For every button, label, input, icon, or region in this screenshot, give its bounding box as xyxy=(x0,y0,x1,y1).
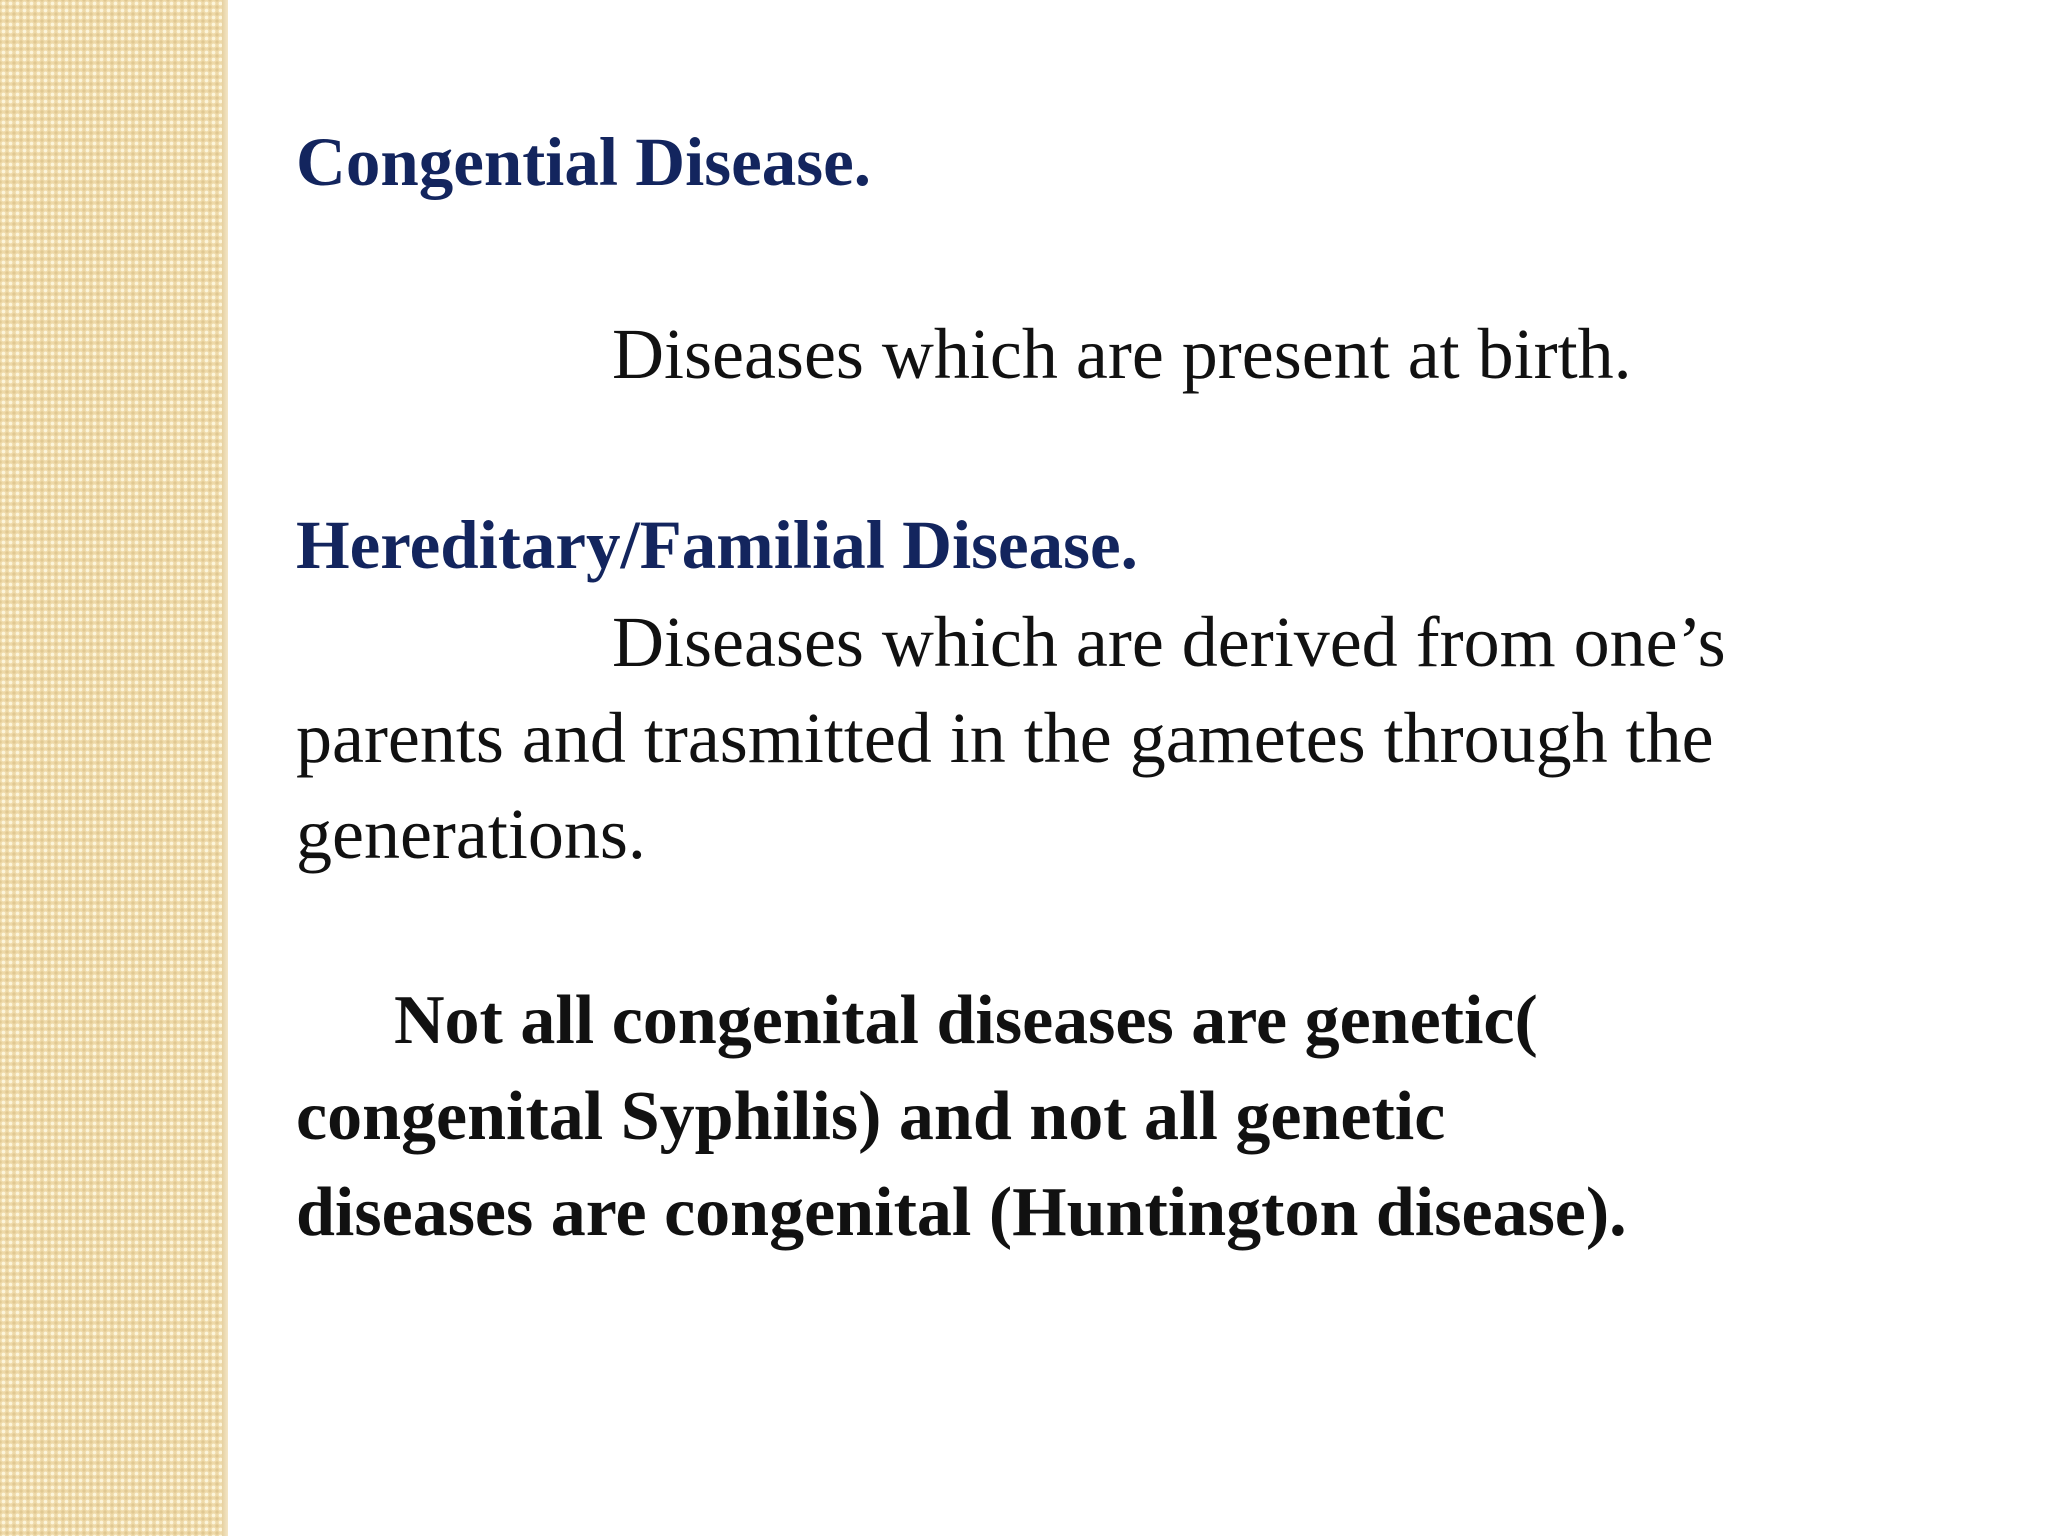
note-line-1: Not all congenital diseases are genetic( xyxy=(394,982,1538,1059)
congenital-disease-definition: Diseases which are present at birth. xyxy=(612,314,1632,394)
note-line-2: congenital Syphilis) and not all genetic xyxy=(296,1078,1446,1155)
note-line-3: diseases are congenital (Huntington disease). xyxy=(296,1174,1627,1251)
hereditary-definition-line-1: Diseases which are derived from one’s xyxy=(612,602,1726,682)
side-band-edge xyxy=(222,0,228,1536)
decorative-side-band xyxy=(0,0,227,1536)
hereditary-definition-line-2: parents and trasmitted in the gametes through the xyxy=(296,698,1714,778)
congenital-disease-heading: Congential Disease. xyxy=(296,124,871,200)
hereditary-disease-heading: Hereditary/Familial Disease. xyxy=(296,507,1138,583)
hereditary-definition-line-3: generations. xyxy=(296,794,646,874)
